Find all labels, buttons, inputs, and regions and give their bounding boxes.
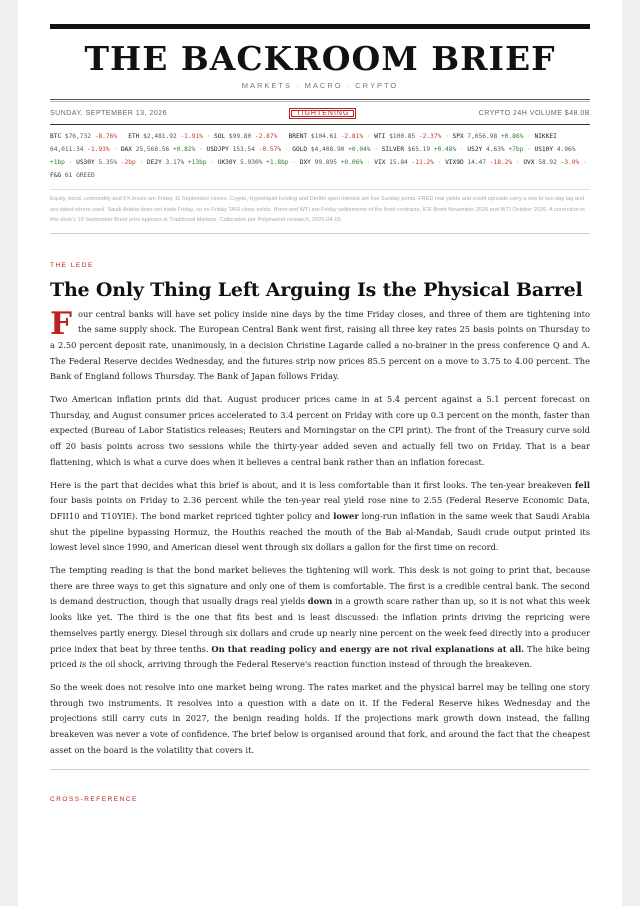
ticker-symbol: US30Y [76, 159, 99, 166]
paragraph-4-text: the oil shock, arriving through the Federal Reserve's reaction function instead of through the breakeven. [86, 659, 533, 670]
ticker-item [207, 146, 282, 153]
ticker-item [121, 146, 196, 153]
dateline [50, 102, 590, 124]
ticker-price: 25,568.56 [135, 146, 173, 153]
ticker-symbol: SILVER [381, 146, 408, 153]
section-kicker: THE LEDE [50, 261, 94, 269]
ticker-price: 99.895 [314, 159, 341, 166]
ticker-item [50, 172, 95, 179]
ticker-price: 61 [64, 172, 77, 179]
ticker-item [128, 133, 203, 140]
ticker-item [374, 159, 434, 166]
ticker-price: 3.17% [165, 159, 188, 166]
ticker-change: +0.48% [433, 146, 457, 153]
ticker-separator: · [363, 133, 375, 140]
ticker-separator: · [456, 146, 468, 153]
ticker-separator: · [206, 159, 218, 166]
ticker-separator: · [64, 159, 77, 166]
paragraph-3-text: four basis points on Friday to 2.36 percent while the ten-year real yield rose nine to 2.55 (Federal Reserve Economic Data, DFII10 and T10YIE). The bond market repriced tighter policy and [50, 495, 590, 521]
emphasis-fell: fell [574, 479, 590, 490]
ticker-separator: · [512, 159, 524, 166]
ticker-symbol: SOL [213, 133, 229, 140]
ticker-change: -3.0% [560, 159, 580, 166]
ticker-price: $76,732 [64, 133, 95, 140]
ticker-symbol: F&G [50, 172, 65, 179]
ticker-separator: · [433, 159, 446, 166]
masthead-title: THE BACKROOM BRIEF [84, 39, 556, 78]
ticker-price: $100.85 [389, 133, 419, 140]
ticker-item [76, 159, 136, 166]
ticker-separator: · [202, 133, 214, 140]
ticker-symbol: DAX [120, 146, 136, 153]
content-column [50, 0, 590, 803]
drop-cap: F [50, 305, 73, 342]
article-headline: The Only Thing Left Arguing Is the Physical Barrel [50, 278, 583, 301]
ticker-symbol: DXY [299, 159, 315, 166]
data-note: Equity, bond, commodity and FX levels are Friday 11 September closes. Crypto, Hyperliquid funding and Deribit open interest are live Sunday prints. FRED real yields and credit spreads carry a one to two day lag and are dated where used. Saudi Arabia does not trade Friday, so no Friday TASI close exists. Brent and WTI are Friday settlements of the front contracts, ICE Brent November 2026 and WTI October 2026. A correction to this desk's 10 September Brent print appears in Traditional Markets. Calibration per Polymarket research, 2026-04-15. [50, 189, 590, 234]
ticker-price: 7,656.98 [467, 133, 501, 140]
paragraph-3-text: long-run inflation in the same week that Saudi Arabia shut the pipeline bypassing Hormuz, the Houthis reached the mouth of the Bab al-Mandab, Saudi crude output printed its lowest level since 1990, and American diesel went through six dollars a gallon for the first time on record. [50, 510, 590, 553]
market-ticker [50, 130, 590, 182]
ticker-item [523, 159, 579, 166]
ticker-symbol: DE2Y [146, 159, 166, 166]
ticker-item [374, 133, 441, 140]
ticker-change: -0.57% [258, 146, 282, 153]
ticker-change: -1.91% [180, 133, 203, 140]
ticker-separator: · [117, 133, 129, 140]
ticker-change: -11.2% [411, 159, 434, 166]
ticker-symbol: VIX9D [445, 159, 468, 166]
section-rule [50, 769, 590, 770]
ticker-item [218, 159, 289, 166]
ticker-change: -8.76% [94, 133, 118, 140]
ticker-separator: · [579, 159, 587, 166]
cross-reference-kicker: CROSS-REFERENCE [50, 796, 138, 804]
ticker-price: $99.80 [228, 133, 255, 140]
ticker-change: -18.2% [489, 159, 513, 166]
ticker-change: -1.93% [87, 146, 110, 153]
ticker-symbol: UK30Y [217, 159, 241, 166]
ticker-price: 5.930% [240, 159, 267, 166]
paragraph-4-text: in a growth scare rather than up, so it is not what this week looks like yet. The third is the one that fits best and is least discussed: the inflation prints driving the repricing were themselves partly energy. Diesel through six dollars and crude up nearly nine percent on the week feed directly into a producer price index that beat by three tenths. [50, 596, 590, 654]
emphasis-down: down [307, 596, 333, 607]
ticker-separator: · [370, 146, 382, 153]
paragraph-1-text: our central banks will have set policy inside nine days by the time Friday closes, and three of them are tightening into the same supply shock. The European Central Bank went first, raising all three key rates 25 basis points on Thursday to a 2.50 percent deposit rate, unanimously, in a decision Christine Lagarde called a no-brainer in the press conference Q and A. The Federal Reserve decides Wednesday, and the futures strip now prices 85.5 percent on a move to 3.75 to 4.00 percent. The Bank of England follows Thursday. The Bank of Japan follows Friday. [50, 308, 590, 382]
article-body [50, 307, 590, 759]
ticker-price: $4,408.90 [310, 146, 349, 153]
paragraph-4 [50, 563, 590, 673]
ticker-change: -2.81% [340, 133, 364, 140]
ticker-symbol: OVX [523, 159, 539, 166]
ticker-change: GREED [76, 172, 95, 179]
ticker-item [50, 133, 117, 140]
ticker-symbol: BTC [50, 133, 65, 140]
paragraph-3-text: Here is the part that decides what this brief is about, and it is less comfortable than it first looks. The ten-year breakeven [50, 479, 575, 490]
ticker-separator: · [135, 159, 147, 166]
ticker-symbol: BRENT [288, 133, 311, 140]
ticker-price: 64,011.34 [50, 146, 88, 153]
page [18, 0, 622, 906]
ticker-symbol: US10Y [534, 146, 557, 153]
ticker-price: 15.84 [389, 159, 412, 166]
ticker-item [300, 159, 363, 166]
ticker-price: $2,481.92 [143, 133, 181, 140]
ticker-symbol: USDJPY [206, 146, 233, 153]
paragraph-3 [50, 478, 590, 557]
ticker-separator: · [523, 146, 535, 153]
ticker-separator: · [363, 159, 375, 166]
issue-date: SUNDAY, SEPTEMBER 13, 2026 [50, 109, 168, 117]
emphasis-thesis: On that reading policy and energy are not rival explanations at all. [211, 643, 525, 654]
ticker-symbol: SPX [452, 133, 468, 140]
ticker-symbol: NIKKEI [534, 133, 557, 140]
ticker-separator: · [523, 133, 535, 140]
paragraph-1 [50, 307, 590, 386]
ticker-separator: · [195, 146, 207, 153]
crypto-volume: CRYPTO 24H VOLUME $48.0B [478, 109, 590, 117]
ticker-symbol: GOLD [292, 146, 311, 153]
ticker-change: +1bp [50, 159, 65, 166]
emphasis-is: is [79, 659, 87, 670]
ticker-symbol: VIX [374, 159, 390, 166]
ticker-change: +0.82% [172, 146, 196, 153]
ticker-change: +1.8bp [266, 159, 289, 166]
ticker-item [289, 133, 364, 140]
ticker-item [292, 146, 370, 153]
ticker-price: 5.35% [98, 159, 121, 166]
paragraph-2: Two American inflation prints did that. August producer prices came in at 5.4 percent against a 5.1 percent forecast on Thursday, and August consumer prices accelerated to 3.4 percent on Friday with core up 0.3 percent on the month, faster than expected (Bureau of Labor Statistics releases; Reuters and Morningstar on the CPI print). The front of the Treasury curve sold off 20 basis points across two sessions while the thirty-year added seven and actually fell two on Friday. That is a bear flattening, which is what a curve does when it believes a central bank rather than an inflation forecast. [50, 394, 590, 467]
ticker-symbol: US2Y [467, 146, 487, 153]
ticker-change: +13bp [187, 159, 207, 166]
ticker-change: +0.04% [348, 146, 371, 153]
ticker-item [453, 133, 524, 140]
ticker-change: -2bp [120, 159, 136, 166]
dateline-rule [50, 124, 590, 125]
ticker-price: 14.47 [467, 159, 490, 166]
ticker-change: -2.37% [418, 133, 442, 140]
paragraph-4-text: The tempting reading is that the bond market believes the tightening will work. This desk is not going to print that, because there are three ways to get this signature and only one of them is comfortable. The first is a credible central bank. The second is demand destruction, though that usually drags real yields [50, 565, 590, 607]
ticker-separator: · [288, 159, 300, 166]
ticker-separator: · [441, 133, 453, 140]
ticker-item [467, 146, 523, 153]
masthead-tagline: MARKETS · MACRO · CRYPTO [241, 81, 399, 90]
ticker-separator: · [277, 133, 289, 140]
ticker-price: 58.92 [538, 159, 561, 166]
ticker-symbol: ETH [128, 133, 144, 140]
ticker-price: 4.63% [486, 146, 509, 153]
ticker-item [445, 159, 512, 166]
paragraph-4-text: The hike being priced [50, 643, 590, 670]
ticker-price: $104.61 [310, 133, 341, 140]
ticker-change: +0.86% [500, 133, 524, 140]
ticker-price: $65.19 [407, 146, 434, 153]
ticker-separator: · [281, 146, 293, 153]
emphasis-lower: lower [333, 510, 359, 521]
ticker-change: +7bp [508, 146, 524, 153]
ticker-change: -2.87% [254, 133, 278, 140]
ticker-item [382, 146, 457, 153]
ticker-change: +0.06% [340, 159, 364, 166]
ticker-price: 153.54 [232, 146, 259, 153]
masthead-top-rule [50, 24, 590, 29]
ticker-separator: · [109, 146, 121, 153]
regime-badge: TIGHTENING [289, 108, 356, 119]
paragraph-5: So the week does not resolve into one market being wrong. The rates market and the physical barrel may be telling one story through two instruments. It resolves into a question with a date on it. If the Federal Reserve hikes Wednesday and the projections still carry cuts in 2027, the benign reading holds. If the projections mark growth down instead, the falling breakeven was never a vote of confidence. The brief below is organised around that fork, and around the fact that the cheapest asset on the board is the volatility that covers it. [50, 681, 590, 755]
ticker-price: 4.96% [556, 146, 576, 153]
ticker-item [147, 159, 207, 166]
ticker-symbol: WTI [374, 133, 390, 140]
ticker-item [214, 133, 277, 140]
